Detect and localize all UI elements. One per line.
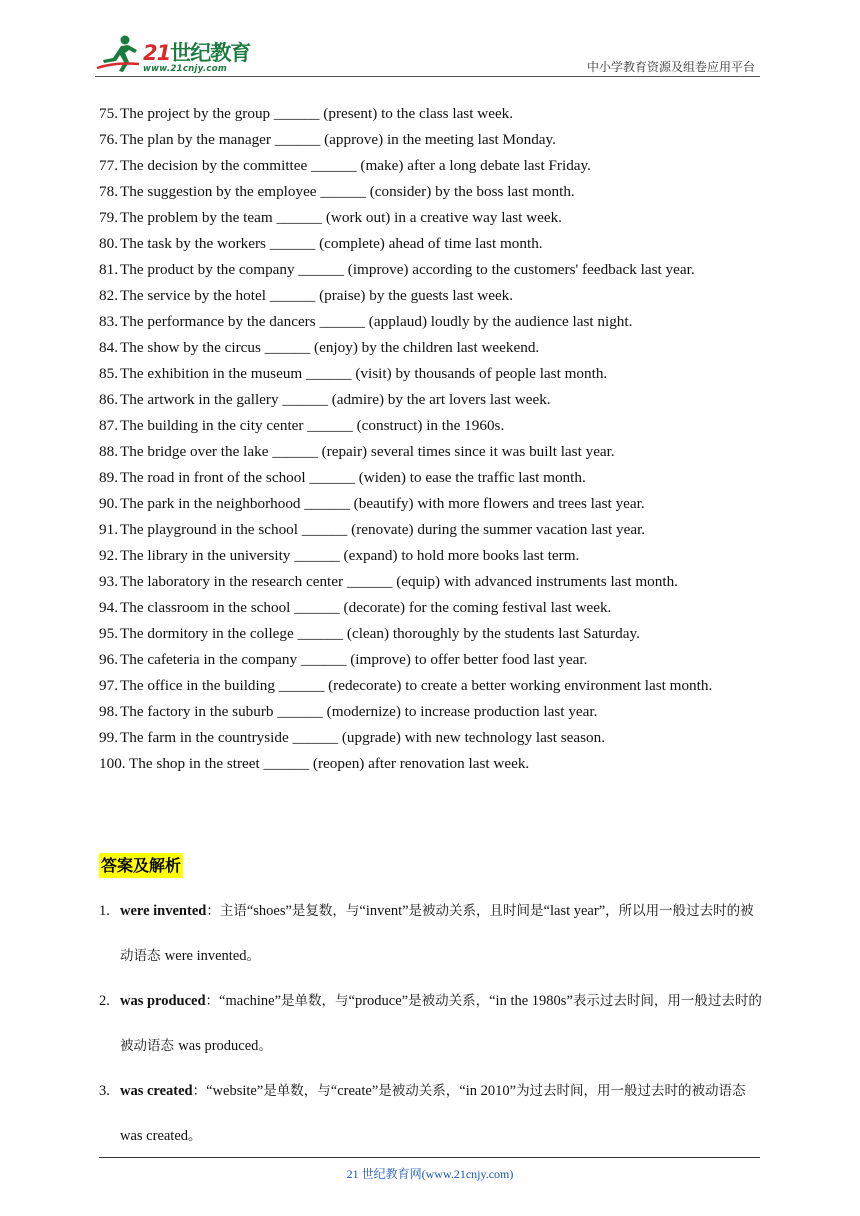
page-footer: 21 世纪教育网(www.21cnjy.com) (346, 1167, 514, 1181)
question-text: The show by the circus ______ (enjoy) by the children last weekend. (120, 339, 540, 356)
question-item (99, 543, 761, 569)
question-item (99, 413, 761, 439)
logo-number: 21 (143, 41, 171, 65)
question-number: 77. (99, 157, 118, 174)
question-number: 100. (99, 755, 126, 772)
question-item (99, 257, 761, 283)
question-number: 87. (99, 417, 118, 434)
question-item (99, 127, 761, 153)
question-number: 94. (99, 599, 118, 616)
answer-text-segment: ： (205, 993, 220, 1009)
site-logo (95, 34, 250, 74)
question-item (99, 387, 761, 413)
question-text: The exhibition in the museum ______ (visit) by thousands of people last month. (120, 365, 608, 382)
question-number: 95. (99, 625, 118, 642)
question-text: The suggestion by the employee ______ (consider) by the boss last month. (120, 183, 575, 200)
answer-list (99, 889, 764, 1159)
question-text: The cafeteria in the company ______ (improve) to offer better food last year. (120, 651, 588, 668)
question-number: 99. (99, 729, 118, 746)
answer-text-segment: 。 (188, 1128, 202, 1144)
question-number: 98. (99, 703, 118, 720)
answer-text-segment: “invent” (359, 903, 409, 919)
question-text: The artwork in the gallery ______ (admire) by the art lovers last week. (120, 391, 551, 408)
answer-explanation (120, 979, 764, 1069)
question-text: The decision by the committee ______ (make) after a long debate last Friday. (120, 157, 591, 174)
question-text: The problem by the team ______ (work out) in a creative way last week. (120, 209, 562, 226)
question-number: 75. (99, 105, 118, 122)
answer-text-segment: 是被动关系， (408, 993, 490, 1009)
question-item (99, 153, 761, 179)
question-text: The shop in the street ______ (reopen) after renovation last week. (129, 755, 530, 772)
question-text: The office in the building ______ (redecorate) to create a better working environment last month. (120, 677, 713, 694)
question-text: The building in the city center ______ (construct) in the 1960s. (120, 417, 505, 434)
answer-text-segment: 是单数，与 (281, 993, 349, 1009)
answer-text-segment: 是被动关系， (378, 1083, 460, 1099)
question-number: 91. (99, 521, 118, 538)
answer-text-segment: “create” (330, 1083, 379, 1099)
question-text: The product by the company ______ (improve) according to the customers' feedback last year. (120, 261, 695, 278)
question-item (99, 621, 761, 647)
question-number: 81. (99, 261, 118, 278)
answer-text-segment: 表示过去时间，用一般过去时的被动语态 (120, 993, 762, 1054)
question-number: 97. (99, 677, 118, 694)
question-number: 78. (99, 183, 118, 200)
answer-item (99, 889, 764, 979)
question-item (99, 361, 761, 387)
answers-heading: 答案及解析 (99, 853, 183, 878)
answer-key: was created (120, 1083, 193, 1099)
question-number: 82. (99, 287, 118, 304)
question-number: 79. (99, 209, 118, 226)
logo-url: www.21cnjy.com (143, 64, 227, 74)
question-item (99, 335, 761, 361)
answer-text-segment: “in the 1980s” (489, 993, 573, 1009)
answer-text-segment: were invented (164, 948, 247, 964)
question-text: The farm in the countryside ______ (upgrade) with new technology last season. (120, 729, 606, 746)
question-item (99, 309, 761, 335)
answer-text-segment: 。 (246, 948, 261, 964)
question-text: The laboratory in the research center ______ (equip) with advanced instruments last month. (120, 573, 678, 590)
question-list (99, 101, 761, 777)
question-number: 84. (99, 339, 118, 356)
question-item (99, 673, 761, 699)
question-number: 80. (99, 235, 118, 252)
answer-number: 3. (99, 1083, 110, 1099)
question-item (99, 465, 761, 491)
answer-explanation (120, 1069, 764, 1159)
question-text: The task by the workers ______ (complete) ahead of time last month. (120, 235, 543, 252)
answer-text-segment: ，所以用一般过去时的被动语态 (120, 903, 754, 964)
answer-text-segment: 。 (258, 1038, 272, 1054)
question-item (99, 439, 761, 465)
answer-text-segment: “machine” (219, 993, 282, 1009)
question-number: 76. (99, 131, 118, 148)
page-header (95, 28, 760, 76)
question-text: The playground in the school ______ (renovate) during the summer vacation last year. (120, 521, 646, 538)
header-divider (95, 76, 760, 77)
question-item (99, 205, 761, 231)
runner-logo-icon (95, 34, 141, 74)
platform-title: 中小学教育资源及组卷应用平台 (586, 60, 755, 74)
answer-number: 2. (99, 993, 110, 1009)
answer-key: were invented (120, 903, 207, 919)
question-text: The library in the university ______ (expand) to hold more books last term. (120, 547, 580, 564)
answer-explanation (120, 889, 764, 979)
answer-text-segment: “shoes” (246, 903, 292, 919)
answer-text-segment: 是复数，与 (291, 903, 360, 919)
question-item (99, 569, 761, 595)
answer-text-segment: ： (192, 1083, 207, 1099)
answer-number: 1. (99, 903, 110, 919)
question-item (99, 517, 761, 543)
logo-title: 世纪教育 (170, 41, 251, 65)
question-text: The factory in the suburb ______ (modernize) to increase production last year. (120, 703, 598, 720)
question-text: The dormitory in the college ______ (clean) thoroughly by the students last Saturday. (120, 625, 640, 642)
question-number: 92. (99, 547, 118, 564)
question-number: 89. (99, 469, 118, 486)
question-item (99, 179, 761, 205)
question-number: 96. (99, 651, 118, 668)
question-number: 88. (99, 443, 118, 460)
question-text: The classroom in the school ______ (decorate) for the coming festival last week. (120, 599, 612, 616)
question-number: 85. (99, 365, 118, 382)
question-text: The road in front of the school ______ (widen) to ease the traffic last month. (120, 469, 586, 486)
question-item (99, 101, 761, 127)
answer-item (99, 979, 764, 1069)
question-number: 83. (99, 313, 118, 330)
question-text: The bridge over the lake ______ (repair) several times since it was built last year. (120, 443, 615, 460)
answer-text-segment: “website” (206, 1083, 264, 1099)
answer-text-segment: “in 2010” (459, 1083, 517, 1099)
question-item (99, 283, 761, 309)
answer-text-segment: 是被动关系，且时间是 (408, 903, 544, 919)
question-text: The performance by the dancers ______ (applaud) loudly by the audience last night. (120, 313, 633, 330)
question-text: The park in the neighborhood ______ (beautify) with more flowers and trees last year. (120, 495, 645, 512)
question-text: The service by the hotel ______ (praise) by the guests last week. (120, 287, 514, 304)
question-item (99, 491, 761, 517)
answer-text-segment: was produced (178, 1038, 259, 1054)
question-text: The plan by the manager ______ (approve) in the meeting last Monday. (120, 131, 556, 148)
question-item (99, 595, 761, 621)
footer-divider (99, 1157, 760, 1158)
answer-item (99, 1069, 764, 1159)
answer-text-segment: was created (120, 1128, 189, 1144)
question-text: The project by the group ______ (present) to the class last week. (120, 105, 514, 122)
answer-text-segment: “last year” (543, 903, 606, 919)
answer-text-segment: ：主语 (206, 903, 247, 919)
answer-text-segment: 是单数，与 (263, 1083, 331, 1099)
question-item (99, 231, 761, 257)
question-item (99, 647, 761, 673)
question-item (99, 751, 761, 777)
question-number: 93. (99, 573, 118, 590)
question-item (99, 725, 761, 751)
answer-text-segment: 为过去时间，用一般过去时的被动语态 (516, 1083, 746, 1099)
question-number: 90. (99, 495, 118, 512)
question-item (99, 699, 761, 725)
question-number: 86. (99, 391, 118, 408)
answer-key: was produced (120, 993, 206, 1009)
answer-text-segment: “produce” (348, 993, 409, 1009)
